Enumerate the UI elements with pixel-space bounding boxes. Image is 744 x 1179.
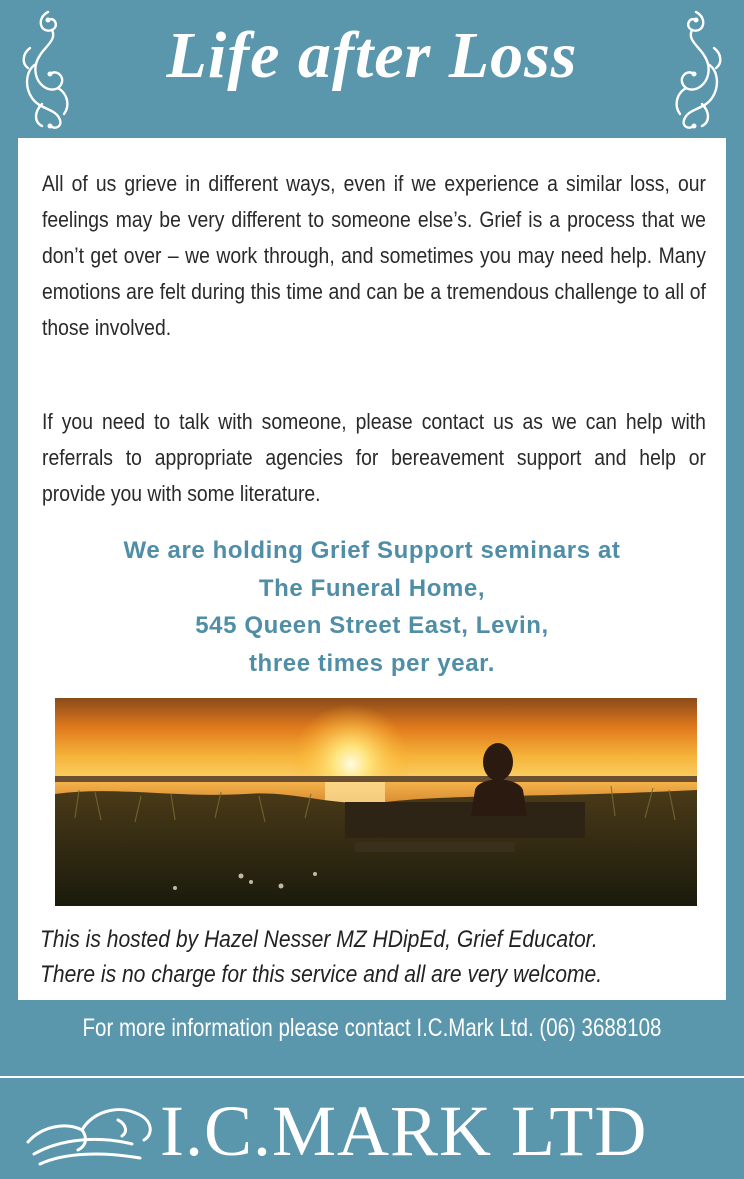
host-info <box>40 922 711 992</box>
seminar-announcement <box>18 532 726 682</box>
content-panel <box>18 138 726 1000</box>
help-paragraph: If you need to talk with someone, please contact us as we can help with referrals to appropriate agencies for bereavement support and help or provide you with some literature. <box>42 409 706 506</box>
scroll-flourish-icon <box>668 8 726 132</box>
cloud-swirl-icon <box>22 1082 162 1172</box>
seminar-line: The Funeral Home, <box>258 574 486 602</box>
sunset-photo <box>55 698 697 906</box>
host-line: There is no charge for this service and all are very welcome. <box>40 961 603 988</box>
host-line: This is hosted by Hazel Nesser MZ HDipEd, Grief Educator. <box>40 926 598 953</box>
divider <box>0 1076 744 1078</box>
seminar-line: 545 Queen Street East, Levin, <box>195 612 549 639</box>
page-title: Life after Loss <box>166 19 578 92</box>
contact-line <box>0 1014 744 1043</box>
sunset-image <box>55 698 697 906</box>
intro-paragraph: All of us grieve in different ways, even if we experience a similar loss, our feelings may be very different to someone else’s. Grief is a process that we don’t get over – we work through, and sometimes you may need help. Many emotions are felt during this time and can be a tremendous challenge to all of those involved. <box>42 171 706 340</box>
seminar-line: three times per year. <box>248 649 496 677</box>
seminar-line: We are holding Grief Support seminars at <box>123 537 621 564</box>
contact-text: For more information please contact I.C.Mark Ltd. (06) 3688108 <box>82 1014 662 1042</box>
brand-name: I.C.MARK LTD <box>160 1091 648 1171</box>
header <box>0 0 744 138</box>
